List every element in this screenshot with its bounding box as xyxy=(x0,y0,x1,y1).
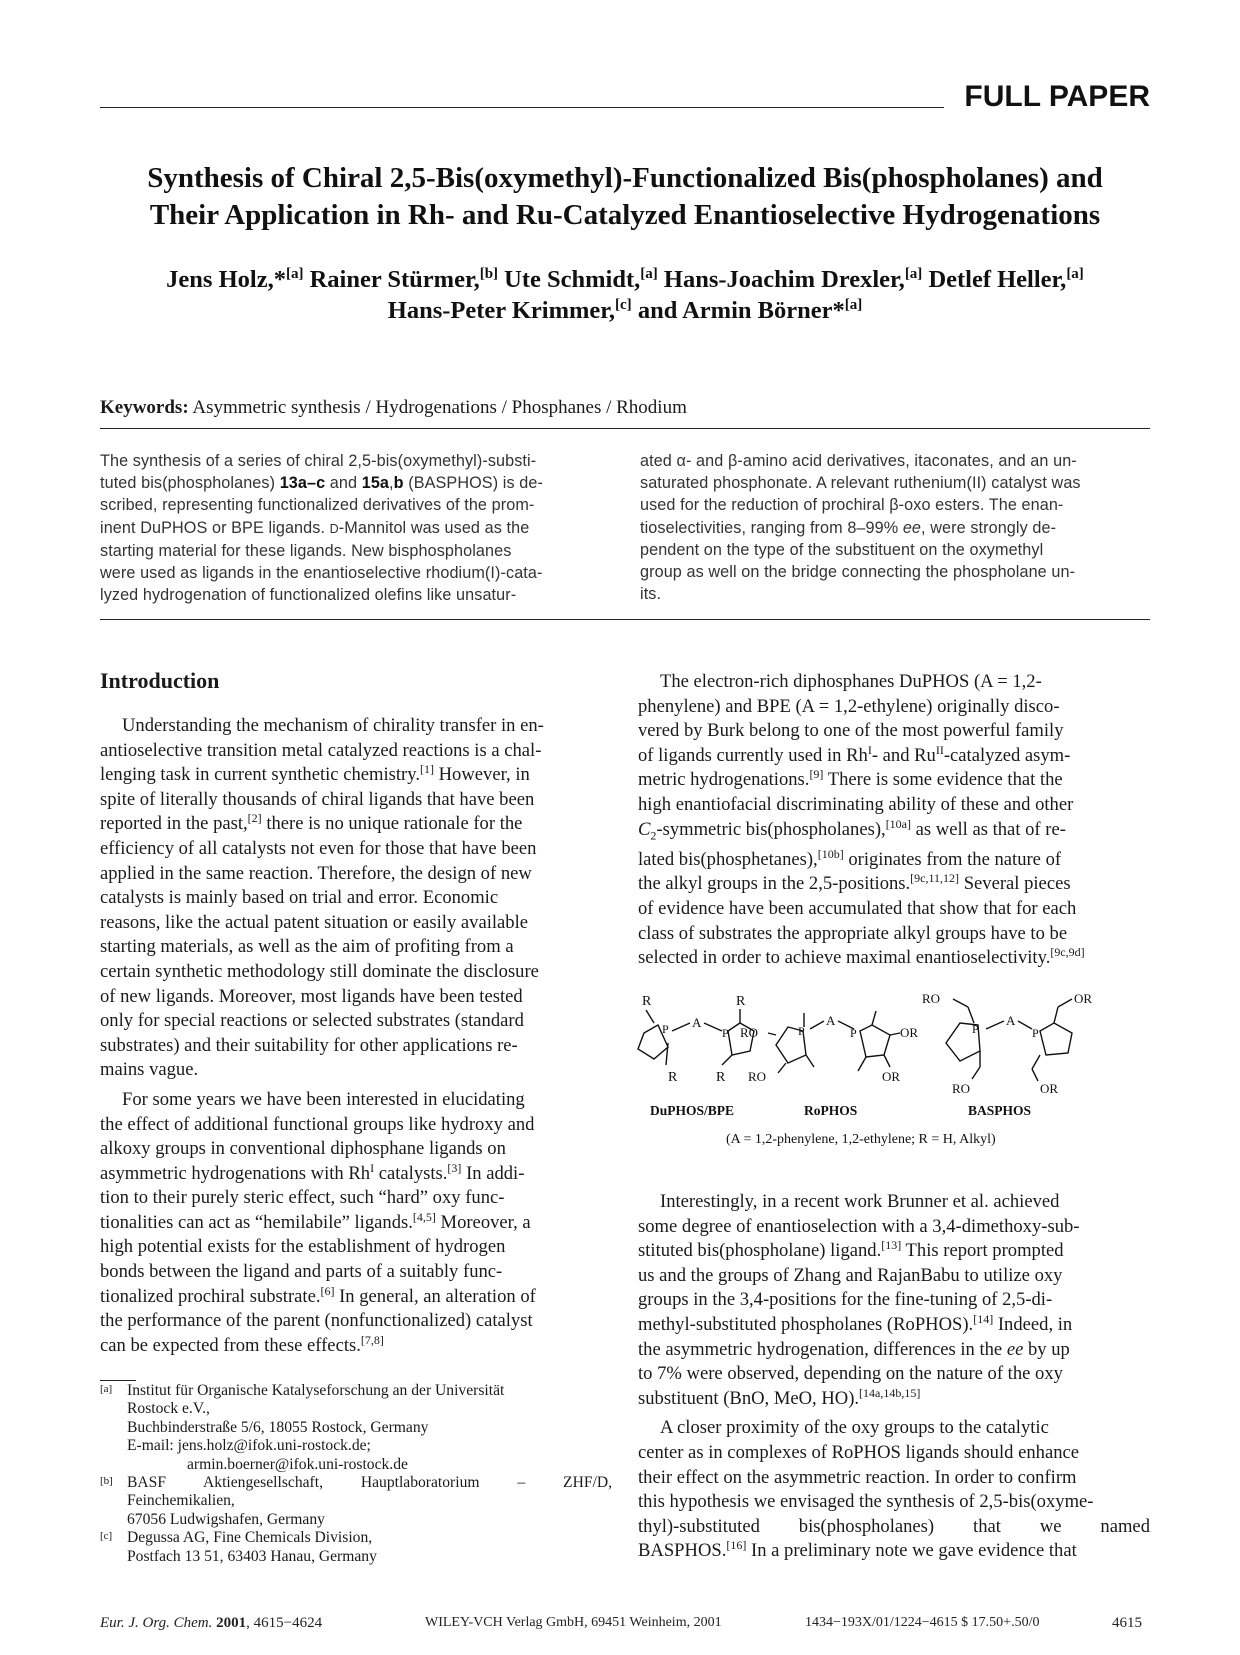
text-line xyxy=(638,818,1150,848)
author-name: Rainer Stürmer, xyxy=(309,266,480,293)
atom-label: A xyxy=(826,1013,836,1028)
atom-label: P xyxy=(798,1024,805,1038)
affiliation-mark: [a] xyxy=(904,265,923,282)
text: lated bis(phosphetanes), xyxy=(638,848,818,870)
text: can be expected from these effects. xyxy=(100,1334,361,1356)
title-line-1: Synthesis of Chiral 2,5-Bis(oxymethyl)-Functionalized Bis(phospholanes) and xyxy=(147,162,1103,194)
text: BASPHOS. xyxy=(638,1540,727,1562)
ring-bond xyxy=(722,1055,732,1065)
text-line xyxy=(638,848,1150,873)
footnote-line: Feinchemikalien, xyxy=(127,1492,235,1510)
text: (BASPHOS) is de- xyxy=(403,474,543,493)
ring-bond xyxy=(806,1055,814,1067)
figure-caption: (A = 1,2-phenylene, 1,2-ethylene; R = H, Alkyl) xyxy=(726,1132,996,1147)
body-right-column-top xyxy=(638,670,1150,971)
text-line xyxy=(100,1285,612,1310)
text-line: high enantiofacial discriminating ability of these and other xyxy=(638,793,1074,815)
citation: [16] xyxy=(726,1538,747,1553)
footnote-mark: [c] xyxy=(100,1530,113,1543)
text-line xyxy=(100,1162,612,1187)
text: asymmetric hydrogenations with Rh xyxy=(100,1162,371,1184)
section-label: FULL PAPER xyxy=(964,80,1150,113)
footnote-line: BASF Aktiengesellschaft, Hauptlaboratorium – ZHF/D, xyxy=(127,1474,612,1492)
text: There is some evidence that the xyxy=(823,769,1063,791)
atom-label: OR xyxy=(1074,991,1093,1006)
text-line xyxy=(638,1313,1150,1338)
text-line xyxy=(638,946,1150,971)
citation: [2] xyxy=(247,811,262,826)
issn-price: 1434−193X/01/1224−4615 $ 17.50+.50/0 xyxy=(805,1615,1040,1630)
journal-citation xyxy=(100,1613,322,1633)
abstract-line: lyzed hydrogenation of functionalized olefins like unsatur- xyxy=(100,586,517,605)
text: the alkyl groups in the 2,5-positions. xyxy=(638,873,911,895)
text: Indeed, in xyxy=(993,1313,1073,1335)
italic-term: ee xyxy=(1006,1338,1024,1360)
atom-label: R xyxy=(642,994,652,1009)
body-right-column-bottom xyxy=(638,1190,1150,1564)
text: lenging task in current synthetic chemistry. xyxy=(100,764,420,786)
text-line: groups in the 3,4-positions for the fine-tuning of 2,5-di- xyxy=(638,1289,1053,1311)
text-line: Understanding the mechanism of chirality transfer in en- xyxy=(122,715,544,736)
text-line: reasons, like the actual patent situation or easily available xyxy=(100,911,529,933)
bridge-bond xyxy=(704,1023,722,1031)
footnote-line: Buchbinderstraße 5/6, 18055 Rostock, Germany xyxy=(127,1418,429,1436)
abstract-line: group as well on the bridge connecting the phospholane un- xyxy=(640,563,1076,582)
text-line: catalysts is mainly based on trial and error. Economic xyxy=(100,887,499,909)
text: This report prompted xyxy=(901,1240,1064,1262)
author-name: Detlef Heller, xyxy=(928,266,1067,293)
paragraph xyxy=(638,1190,1150,1411)
text: -Mannitol was used as the xyxy=(338,518,530,537)
abstract-line: ated α- and β-amino acid derivatives, itaconates, and an un- xyxy=(640,452,1077,470)
abstract-line: its. xyxy=(640,585,662,604)
abstract-line: used for the reduction of prochiral β-oxo esters. The enan- xyxy=(640,496,1064,515)
citation: [1] xyxy=(419,762,434,776)
ring-bond xyxy=(872,1011,876,1025)
affiliation-mark: [b] xyxy=(479,265,499,282)
ring-bond xyxy=(953,999,968,1007)
atom-label: P xyxy=(662,1022,669,1036)
text-line: this hypothesis we envisaged the synthesis of 2,5-bis(oxyme- xyxy=(638,1491,1094,1513)
phospholane-ring xyxy=(860,1025,890,1057)
citation: [9] xyxy=(809,767,824,782)
text: methyl-substituted phospholanes (RoPHOS). xyxy=(638,1313,974,1335)
citation: [14] xyxy=(973,1311,994,1326)
author-line-1 xyxy=(100,264,1150,295)
text: -catalyzed asym- xyxy=(943,744,1071,766)
ring-bond xyxy=(972,1067,980,1079)
ring-bond xyxy=(646,1010,654,1023)
atom-label: R xyxy=(716,1070,726,1085)
text-line: some degree of enantioselection with a 3,4-dimethoxy-sub- xyxy=(638,1215,1080,1237)
structure-drawing xyxy=(628,985,1150,1155)
text-line xyxy=(638,1239,1150,1264)
abstract-line: were used as ligands in the enantioselective rhodium(I)-cata- xyxy=(100,564,543,583)
text: metric hydrogenations. xyxy=(638,769,810,791)
ring-bond xyxy=(1058,999,1072,1007)
citation: [9c,11,12] xyxy=(910,871,960,886)
ring-bond xyxy=(1032,1055,1040,1069)
abstract-line: scribed, representing functionalized derivatives of the prom- xyxy=(100,496,535,515)
text: catalysts. xyxy=(374,1162,448,1184)
affiliation-mark: [a] xyxy=(844,296,863,313)
citation: [13] xyxy=(881,1238,902,1252)
text-line: antioselective transition metal catalyzed reactions is a chal- xyxy=(100,739,542,761)
italic-term: ee xyxy=(902,518,922,537)
text-line: efficiency of all catalysts not even for those that have been xyxy=(100,837,537,859)
citation: [7,8] xyxy=(360,1332,384,1347)
footnote-mark: [a] xyxy=(100,1383,113,1395)
text: However, in xyxy=(433,764,530,786)
abstract-line: starting material for these ligands. New bisphospholanes xyxy=(100,541,512,560)
bridge-bond xyxy=(672,1023,690,1031)
text-line: to 7% were observed, depending on the nature of the oxy xyxy=(638,1363,1063,1385)
subscript: 2 xyxy=(650,828,657,843)
ring-bond xyxy=(1032,1069,1038,1081)
author-name: Hans-Joachim Drexler, xyxy=(663,266,905,293)
text: , xyxy=(389,474,394,493)
abstract-line: The synthesis of a series of chiral 2,5-bis(oxymethyl)-substi- xyxy=(100,452,537,470)
atom-label: A xyxy=(1006,1013,1016,1028)
atom-label: A xyxy=(692,1015,702,1030)
text-line: their effect on the asymmetric reaction. In order to confirm xyxy=(638,1466,1077,1488)
keywords-rule xyxy=(100,428,1150,429)
text: substituent (BnO, MeO, HO). xyxy=(638,1387,860,1409)
atom-label: RO xyxy=(740,1025,759,1040)
footnote-line: Postfach 13 51, 63403 Hanau, Germany xyxy=(127,1547,377,1565)
compound-ref: 13a–c xyxy=(279,474,326,493)
text: In a preliminary note we gave evidence that xyxy=(746,1540,1077,1562)
text-line: alkoxy groups in conventional diphosphane ligands on xyxy=(100,1138,506,1160)
atom-label: OR xyxy=(882,1069,901,1084)
bridge-bond xyxy=(810,1021,824,1029)
bridge-bond xyxy=(986,1021,1004,1029)
citation: [14a,14b,15] xyxy=(859,1385,921,1400)
footnote-mark: [b] xyxy=(100,1475,113,1488)
text-line xyxy=(638,744,1150,769)
footnote-email[interactable]: E-mail: jens.holz@ifok.uni-rostock.de; xyxy=(127,1437,371,1455)
text: Several pieces xyxy=(959,873,1071,895)
author-name: Jens Holz,* xyxy=(166,266,286,293)
paper-title xyxy=(100,160,1150,234)
title-line-2: Their Application in Rh- and Ru-Catalyzed Enantioselective Hydrogenations xyxy=(149,199,1101,231)
compound-ref: 15a xyxy=(361,474,390,493)
text-line xyxy=(100,1334,612,1359)
text-line: only for special reactions or selected substrates (standard xyxy=(100,1010,524,1032)
paragraph xyxy=(638,670,1150,971)
text-line: of new ligands. Moreover, most ligands have been tested xyxy=(100,985,523,1007)
text-line: vered by Burk belong to one of the most powerful family xyxy=(638,720,1064,742)
text: In addi- xyxy=(461,1162,525,1184)
ring-bond xyxy=(884,1055,890,1067)
footnote-b xyxy=(100,1474,612,1529)
footnote-c xyxy=(100,1529,612,1566)
atom-label: R xyxy=(736,994,746,1009)
citation: [9c,9d] xyxy=(1050,945,1085,960)
ligand-name-duphos: DuPHOS/BPE xyxy=(650,1103,735,1118)
text-line xyxy=(638,872,1150,897)
compound-ref: b xyxy=(393,474,404,493)
text: originates from the nature of xyxy=(843,848,1062,870)
atom-label: P xyxy=(722,1026,729,1040)
text-line xyxy=(638,1539,1150,1564)
atom-label: OR xyxy=(900,1025,919,1040)
ring-bond xyxy=(666,1043,668,1065)
text-line xyxy=(638,1338,1150,1363)
paragraph xyxy=(638,1416,1150,1564)
text-line xyxy=(638,768,1150,793)
abstract-rule xyxy=(100,619,1150,620)
text: - and Ru xyxy=(871,744,936,766)
text: there is no unique rationale for the xyxy=(261,813,523,835)
body-left-column xyxy=(100,714,612,1358)
text-line: spite of literally thousands of chiral ligands that have been xyxy=(100,788,535,810)
affiliation-mark: [a] xyxy=(285,265,304,282)
abstract-line xyxy=(100,472,610,494)
text-line: Interestingly, in a recent work Brunner et al. achieved xyxy=(660,1191,1060,1212)
text-line: For some years we have been interested in elucidating xyxy=(122,1088,525,1110)
ring-bond xyxy=(890,1033,900,1035)
journal-pages: , 4615−4624 xyxy=(246,1615,323,1631)
footnote-line: Institut für Organische Katalyseforschung an der Universität xyxy=(127,1382,505,1399)
author-name: and Armin Börner* xyxy=(637,297,845,324)
ring-bond xyxy=(968,1007,974,1023)
footnote-line: Rostock e.V., xyxy=(127,1400,210,1418)
paragraph xyxy=(100,714,612,1083)
abstract-line xyxy=(640,517,1150,539)
atom-label: RO xyxy=(748,1069,767,1084)
keywords xyxy=(100,396,1150,420)
atom-label: P xyxy=(1032,1026,1039,1040)
text-line: class of substrates the appropriate alkyl groups have to be xyxy=(638,922,1068,944)
bridge-bond xyxy=(1018,1021,1032,1029)
text-line: thyl)-substituted bis(phospholanes) that we named xyxy=(638,1515,1150,1537)
text-line: A closer proximity of the oxy groups to the catalytic xyxy=(660,1417,1049,1439)
text-line: of evidence have been accumulated that show that for each xyxy=(638,898,1077,920)
footnote-line: Degussa AG, Fine Chemicals Division, xyxy=(127,1529,373,1547)
text: tionalized prochiral substrate. xyxy=(100,1285,321,1307)
author-name: Ute Schmidt, xyxy=(504,266,641,293)
text: tuted bis(phospholanes) xyxy=(100,474,280,493)
text-line: starting materials, as well as the aim of profiting from a xyxy=(100,936,514,958)
citation: [10b] xyxy=(817,846,844,861)
footnote-email[interactable]: armin.boerner@ifok.uni-rostock.de xyxy=(187,1455,408,1473)
abstract-line: pendent on the type of the substituent on the oxymethyl xyxy=(640,540,1044,559)
ring-bond xyxy=(778,1063,786,1073)
text: as well as that of re- xyxy=(911,818,1066,840)
text: by up xyxy=(1023,1338,1070,1360)
abstract-left-column xyxy=(100,450,610,606)
author-name: Hans-Peter Krimmer, xyxy=(387,297,616,324)
superscript: I xyxy=(867,742,872,757)
text: the asymmetric hydrogenation, differences in the xyxy=(638,1338,1007,1360)
footnote-line: 67056 Ludwigshafen, Germany xyxy=(127,1510,325,1528)
text-line: the performance of the parent (nonfunctionalized) catalyst xyxy=(100,1310,533,1332)
ligand-name-basphos: BASPHOS xyxy=(968,1103,1032,1118)
citation: [3] xyxy=(447,1160,462,1175)
abstract-line xyxy=(100,517,610,540)
text: selected in order to achieve maximal enantioselectivity. xyxy=(638,947,1051,969)
text-line xyxy=(100,763,612,788)
text: and xyxy=(325,474,362,493)
text: stituted bis(phospholane) ligand. xyxy=(638,1240,882,1262)
text-line: mains vague. xyxy=(100,1059,199,1081)
ligand-structures-figure xyxy=(628,985,1150,1155)
text: tionalities can act as “hemilabile” ligands. xyxy=(100,1211,413,1233)
superscript: I xyxy=(370,1160,375,1175)
page-number: 4615 xyxy=(1112,1615,1142,1631)
keywords-label: Keywords: xyxy=(100,397,189,418)
affiliation-mark: [c] xyxy=(615,296,632,313)
text-line xyxy=(100,1211,612,1236)
text-line: center as in complexes of RoPHOS ligands should enhance xyxy=(638,1441,1079,1463)
atom-labels xyxy=(642,991,1092,1096)
header-rule xyxy=(100,107,944,108)
superscript: II xyxy=(935,742,944,757)
atom-label: P xyxy=(972,1022,979,1036)
text-line: substrates) and their suitability for other applications re- xyxy=(100,1034,518,1056)
text-line: tion to their purely steric effect, such “hard” oxy func- xyxy=(100,1187,505,1209)
ring-bond xyxy=(768,1033,776,1035)
text: inent DuPHOS or BPE ligands. xyxy=(100,518,330,537)
citation: [10a] xyxy=(885,816,912,831)
running-header xyxy=(100,80,1150,114)
author-line-2 xyxy=(100,295,1150,326)
text-line xyxy=(638,1387,1150,1412)
paragraph xyxy=(100,1088,612,1359)
text-line xyxy=(100,812,612,837)
ligand-names xyxy=(650,1103,1031,1118)
abstract-right-column xyxy=(640,450,1150,605)
footnote-a xyxy=(100,1382,612,1474)
ring-bond xyxy=(858,1057,866,1071)
affiliation-footnotes xyxy=(100,1382,612,1566)
text: -symmetric bis(phospholanes), xyxy=(656,818,886,840)
atom-label: RO xyxy=(952,1081,971,1096)
text-line: The electron-rich diphosphanes DuPHOS (A = 1,2- xyxy=(660,671,1042,692)
text: tioselectivities, ranging from 8–99% xyxy=(640,518,903,537)
keywords-value: Asymmetric synthesis / Hydrogenations / Phosphanes / Rhodium xyxy=(192,397,687,418)
phospholane-ring xyxy=(1040,1023,1072,1055)
text-line: certain synthetic methodology still dominate the disclosure xyxy=(100,960,539,982)
citation: [6] xyxy=(320,1283,335,1298)
text: , were strongly de- xyxy=(921,518,1057,537)
affiliation-mark: [a] xyxy=(640,265,658,282)
publisher-info: WILEY-VCH Verlag GmbH, 69451 Weinheim, 2001 xyxy=(425,1615,722,1630)
text-line: phenylene) and BPE (A = 1,2-ethylene) originally disco- xyxy=(638,695,1060,717)
journal-name: Eur. J. Org. Chem. xyxy=(100,1615,213,1631)
affiliation-mark: [a] xyxy=(1066,265,1084,282)
text-line: applied in the same reaction. Therefore, the design of new xyxy=(100,862,532,884)
ligand-name-rophos: RoPHOS xyxy=(804,1103,858,1118)
citation: [4,5] xyxy=(412,1209,436,1224)
journal-year: 2001 xyxy=(216,1615,247,1631)
atom-label: P xyxy=(850,1026,857,1040)
text: of ligands currently used in Rh xyxy=(638,744,868,766)
atom-label: RO xyxy=(922,991,941,1006)
text-line: bonds between the ligand and parts of a suitably func- xyxy=(100,1261,503,1283)
small-caps: D xyxy=(329,521,339,536)
italic-term: C xyxy=(638,818,651,840)
abstract-line: saturated phosphonate. A relevant ruthenium(II) catalyst was xyxy=(640,474,1081,493)
ring-bond xyxy=(1054,1007,1058,1023)
atom-label: R xyxy=(668,1070,678,1085)
section-heading: Introduction xyxy=(100,668,220,693)
text: reported in the past, xyxy=(100,813,248,835)
text: Moreover, a xyxy=(435,1211,531,1233)
text: In general, an alteration of xyxy=(334,1285,536,1307)
author-list xyxy=(100,264,1150,326)
atom-label: OR xyxy=(1040,1081,1059,1096)
text-line: us and the groups of Zhang and RajanBabu to utilize oxy xyxy=(638,1264,1063,1286)
text-line: high potential exists for the establishment of hydrogen xyxy=(100,1236,506,1258)
text-line: the effect of additional functional groups like hydroxy and xyxy=(100,1113,535,1135)
